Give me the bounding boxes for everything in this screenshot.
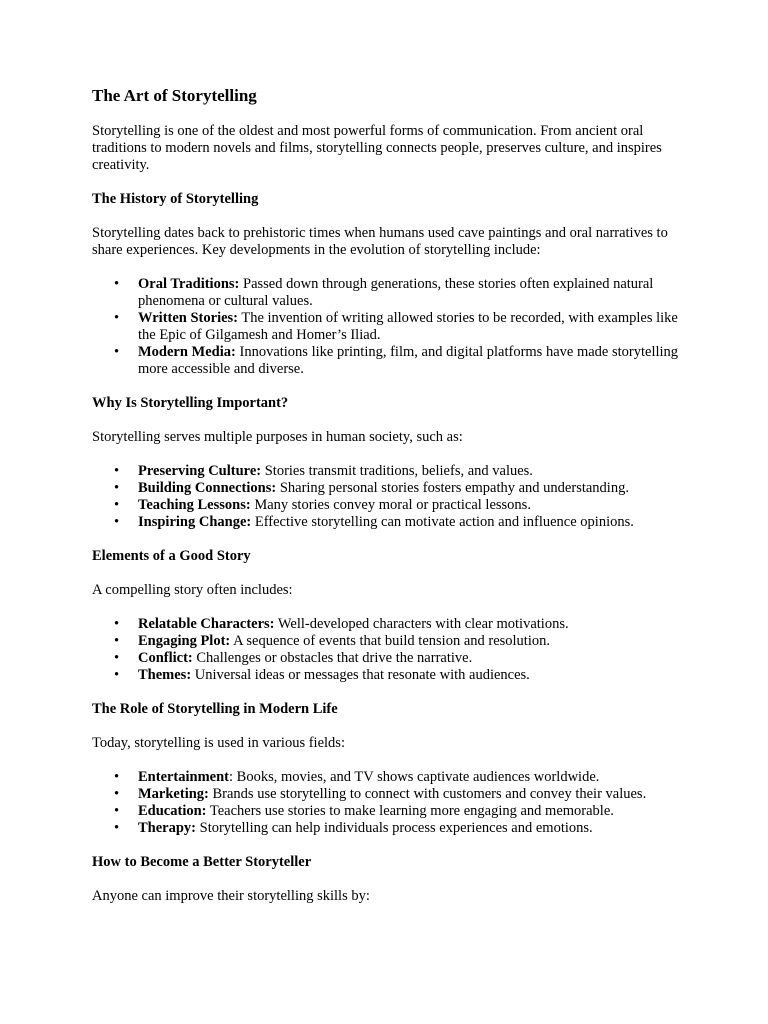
list-item-term: Inspiring Change:	[138, 514, 252, 530]
list-item	[92, 616, 692, 633]
list-item	[92, 310, 692, 344]
list-item	[92, 276, 692, 310]
list-item-term: Relatable Characters:	[138, 616, 275, 632]
list-item	[92, 633, 692, 650]
list-item-desc: Many stories convey moral or practical lessons.	[250, 497, 531, 513]
list-item	[92, 344, 692, 378]
list-item	[92, 514, 692, 531]
list-item-desc: A sequence of events that build tension and resolution.	[230, 633, 550, 649]
list-item-desc: Well-developed characters with clear motivations.	[274, 616, 569, 632]
list-item-term: Modern Media:	[138, 344, 236, 360]
list-item-desc: Teachers use stories to make learning more engaging and memorable.	[206, 803, 614, 819]
history-list	[92, 276, 692, 378]
elements-paragraph: A compelling story often includes:	[92, 582, 293, 598]
list-item-desc: Sharing personal stories fosters empathy and understanding.	[276, 480, 629, 496]
list-item-term: Entertainment	[138, 769, 230, 785]
list-item-term: Conflict:	[138, 650, 193, 666]
list-item-desc: The invention of writing allowed stories to be recorded, with examples like the Epic of Gilgamesh and Homer’s Iliad.	[138, 310, 678, 343]
list-item-term: Building Connections:	[138, 480, 277, 496]
list-item-term: Themes:	[138, 667, 192, 683]
list-item-desc: Stories transmit traditions, beliefs, and values.	[261, 463, 533, 479]
list-item-desc: Challenges or obstacles that drive the narrative.	[192, 650, 473, 666]
modern-heading: The Role of Storytelling in Modern Life	[92, 701, 338, 717]
list-item-term: Preserving Culture:	[138, 463, 262, 479]
importance-list	[92, 463, 692, 531]
importance-paragraph: Storytelling serves multiple purposes in human society, such as:	[92, 429, 463, 445]
list-item-desc: Brands use storytelling to connect with customers and convey their values.	[208, 786, 647, 802]
elements-heading: Elements of a Good Story	[92, 548, 251, 564]
list-item	[92, 820, 692, 837]
list-item-term: Teaching Lessons:	[138, 497, 251, 513]
modern-paragraph: Today, storytelling is used in various fields:	[92, 735, 345, 751]
better-paragraph: Anyone can improve their storytelling skills by:	[92, 888, 370, 904]
better-heading: How to Become a Better Storyteller	[92, 854, 312, 870]
list-item	[92, 667, 692, 684]
list-item-term: Oral Traditions:	[138, 276, 240, 292]
list-item-desc: Storytelling can help individuals process experiences and emotions.	[196, 820, 593, 836]
elements-list	[92, 616, 692, 684]
list-item	[92, 497, 692, 514]
history-paragraph: Storytelling dates back to prehistoric times when humans used cave paintings and oral narratives to share experiences. Key developments in the evolution of storytelling include:	[92, 225, 668, 258]
list-item-desc: Universal ideas or messages that resonate with audiences.	[191, 667, 530, 683]
document-body	[92, 86, 692, 922]
list-item	[92, 803, 692, 820]
importance-heading: Why Is Storytelling Important?	[92, 395, 289, 411]
list-item	[92, 786, 692, 803]
list-item	[92, 650, 692, 667]
list-item-desc: Effective storytelling can motivate action and influence opinions.	[251, 514, 634, 530]
list-item-term: Therapy:	[138, 820, 196, 836]
list-item-desc: Passed down through generations, these stories often explained natural phenomena or cultural values.	[138, 276, 654, 309]
list-item	[92, 463, 692, 480]
intro-paragraph: Storytelling is one of the oldest and most powerful forms of communication. From ancient oral traditions to modern novels and films, storytelling connects people, preserves culture, and inspires creativity.	[92, 123, 662, 173]
list-item-term: Marketing:	[138, 786, 209, 802]
modern-list	[92, 769, 692, 837]
list-item-desc: : Books, movies, and TV shows captivate audiences worldwide.	[229, 769, 600, 785]
document-title: The Art of Storytelling	[92, 86, 257, 105]
history-heading: The History of Storytelling	[92, 191, 259, 207]
list-item	[92, 769, 692, 786]
list-item-desc: Innovations like printing, film, and digital platforms have made storytelling more accessible and diverse.	[138, 344, 679, 377]
list-item-term: Written Stories:	[138, 310, 238, 326]
list-item-term: Education:	[138, 803, 207, 819]
list-item	[92, 480, 692, 497]
list-item-term: Engaging Plot:	[138, 633, 231, 649]
